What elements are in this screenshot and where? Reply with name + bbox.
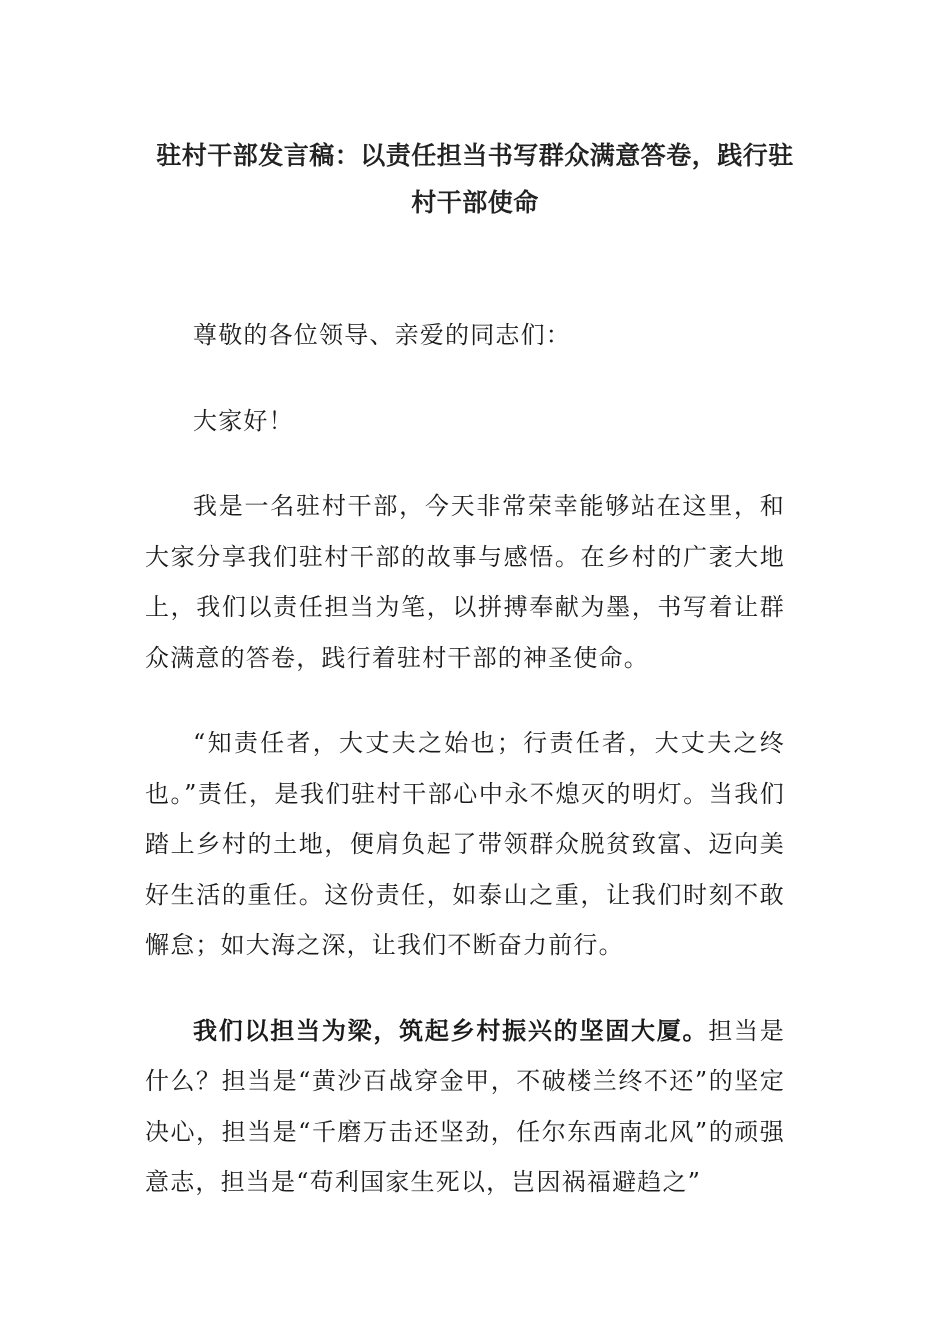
paragraph <box>145 718 785 971</box>
paragraph-text: 我是一名驻村干部，今天非常荣幸能够站在这里，和大家分享我们驻村干部的故事与感悟。在乡村的广袤大地上，我们以责任担当为笔，以拼搏奉献为墨，书写着让群众满意的答卷，践行着驻村干部的神圣使命。 <box>145 492 785 672</box>
document-title: 驻村干部发言稿：以责任担当书写群众满意答卷，践行驻村干部使命 <box>156 141 794 217</box>
paragraph-text: “知责任者，大丈夫之始也；行责任者，大丈夫之终也。”责任，是我们驻村干部心中永不熄灭的明灯。当我们踏上乡村的土地，便肩负起了带领群众脱贫致富、迈向美好生活的重任。这份责任，如泰山之重，让我们时刻不敢懈怠；如大海之深，让我们不断奋力前行。 <box>145 729 785 959</box>
greeting: 大家好！ <box>193 406 294 435</box>
paragraph <box>145 481 785 683</box>
paragraph-lead: 我们以担当为梁，筑起乡村振兴的坚固大厦。 <box>193 1016 709 1045</box>
paragraph-text: 担当是什么？担当是“黄沙百战穿金甲，不破楼兰终不还”的坚定决心，担当是“千磨万击还坚劲，任尔东西南北风”的顽强意志，担当是“苟利国家生死以，岂因祸福避趋之” <box>145 1016 785 1196</box>
paragraph <box>145 1006 785 1208</box>
document-body <box>145 310 785 1243</box>
salutation: 尊敬的各位领导、亲爱的同志们： <box>193 321 571 349</box>
